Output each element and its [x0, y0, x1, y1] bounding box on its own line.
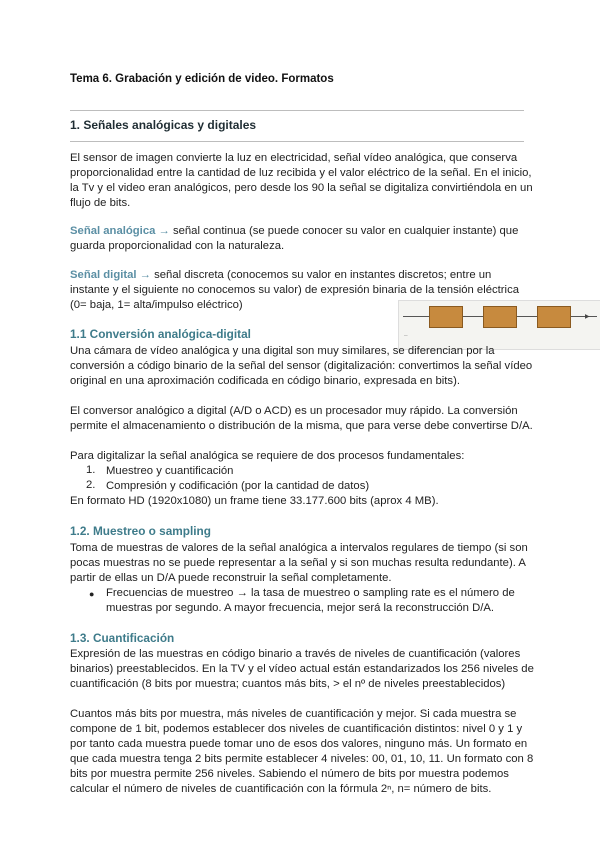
text-line: El conversor analógico a digital (A/D o ACD) es un procesador muy rápido. La conversión — [70, 405, 518, 417]
bullet-icon: ● — [89, 589, 95, 599]
text-line: Cuantos más bits por muestra, más niveles de cuantificación y mejor. Si cada muestra se — [70, 708, 517, 720]
text-line: partir de ellas un D/A puede reconstruir la señal completamente. — [70, 572, 392, 584]
section-1-3-heading: 1.3. Cuantificación — [70, 631, 175, 645]
text-line: original en una aproximación codificada en código binario, expresada en bits). — [70, 375, 460, 387]
list-item: Compresión y codificación (por la cantidad de datos) — [106, 480, 370, 492]
text-line: flujo de bits. — [70, 197, 131, 209]
text-line: señal discreta (conocemos su valor en instantes discretos; entre un — [150, 269, 492, 281]
text-line: que cada muestra tenga 2 bits permite establecer 4 niveles: 00, 01, 10, 11. Un formato con 8 — [70, 753, 534, 765]
arrow-icon: ▶ — [585, 314, 590, 320]
text-line: guarda proporcionalidad con la naturaleza. — [70, 240, 285, 252]
section-1-1-heading: 1.1 Conversión analógica-digital — [70, 327, 251, 341]
sampler-block — [429, 306, 463, 328]
analog-definition — [70, 224, 518, 239]
digital-term: Señal digital → — [70, 269, 151, 281]
list-number: 1. — [86, 464, 96, 476]
text-line: (0= baja, 1= alta/impulso eléctrico) — [70, 299, 243, 311]
text-line: instante y el siguiente no conocemos su valor) de expresión binaria de la tensión eléctrica — [70, 284, 519, 296]
text-line: binarios) preestablecidos. En la TV y el vídeo actual están estandarizados los 256 niveles de — [70, 663, 534, 675]
section-1-heading: 1. Señales analógicas y digitales — [70, 118, 257, 132]
document-title: Tema 6. Grabación y edición de video. Formatos — [70, 73, 334, 85]
list-item: Frecuencias de muestreo → la tasa de muestreo o sampling rate es el número de — [106, 587, 515, 599]
analog-term: Señal analógica → — [70, 225, 170, 237]
divider-bottom — [70, 141, 524, 142]
list-number: 2. — [86, 479, 96, 491]
digital-definition — [70, 268, 491, 283]
text-line: permite el almacenamiento o distribución de la misma, que para verse debe convertirse D/A. — [70, 420, 533, 432]
encoder-block — [537, 306, 571, 328]
text-line: Toma de muestras de valores de la señal analógica a intervalos regulares de tiempo (si son — [70, 542, 528, 554]
text-line: compone de 1 bit, podemos establecer dos niveles de cuantificación distintos: nivel 0 y 1 y — [70, 723, 523, 735]
list-item: Muestreo y cuantificación — [106, 465, 234, 477]
text-line: conversión a código binario de la señal del sensor (digitalización: convertimos la señal vídeo — [70, 360, 533, 372]
quantizer-block — [483, 306, 517, 328]
text-line: calcular el número de niveles de cuantificación con la fórmula 2ⁿ, n= número de bits. — [70, 783, 492, 795]
text-line: El sensor de imagen convierte la luz en electricidad, señal vídeo analógica, que conserva — [70, 152, 518, 164]
ad-conversion-diagram — [398, 300, 600, 350]
text-line: En formato HD (1920x1080) un frame tiene 33.177.600 bits (aprox 4 MB). — [70, 495, 439, 507]
text-line: Para digitalizar la señal analógica se requiere de dos procesos fundamentales: — [70, 450, 465, 462]
text-line: señal continua (se puede conocer su valor en cualquier instante) que — [169, 225, 519, 237]
diagram-label: — — [404, 333, 408, 337]
text-line: Expresión de las muestras en código binario a través de niveles de cuantificación (valores — [70, 648, 521, 660]
text-line: bits por muestra permite 256 niveles. Sabiendo el número de bits por muestra podemos — [70, 768, 509, 780]
text-line: por tanto cada muestra puede tomar uno de esos dos valores, ninguno más. Un formato en — [70, 738, 528, 750]
text-line: cuantificación (8 bits por muestra; cuantos más bits, > el nº de niveles preestablecidos) — [70, 678, 506, 690]
text-line: proporcionalidad entre la cantidad de luz recibida y el valor eléctrico de la señal. En el inicio, — [70, 167, 532, 179]
text-line: Una cámara de vídeo analógica y una digital son muy similares, se diferencian por la — [70, 345, 495, 357]
text-line: la Tv y el video eran analógicos, pero desde los 90 la señal se digitaliza convirtiéndola en un — [70, 182, 533, 194]
text-line: pocas muestras no se puede representar a la señal y si son muchas resulta redundante). A — [70, 557, 526, 569]
section-1-2-heading: 1.2. Muestreo o sampling — [70, 524, 211, 538]
divider-top — [70, 110, 524, 111]
list-item: muestras por segundo. A mayor frecuencia, mejor será la reconstrucción D/A. — [106, 602, 495, 614]
